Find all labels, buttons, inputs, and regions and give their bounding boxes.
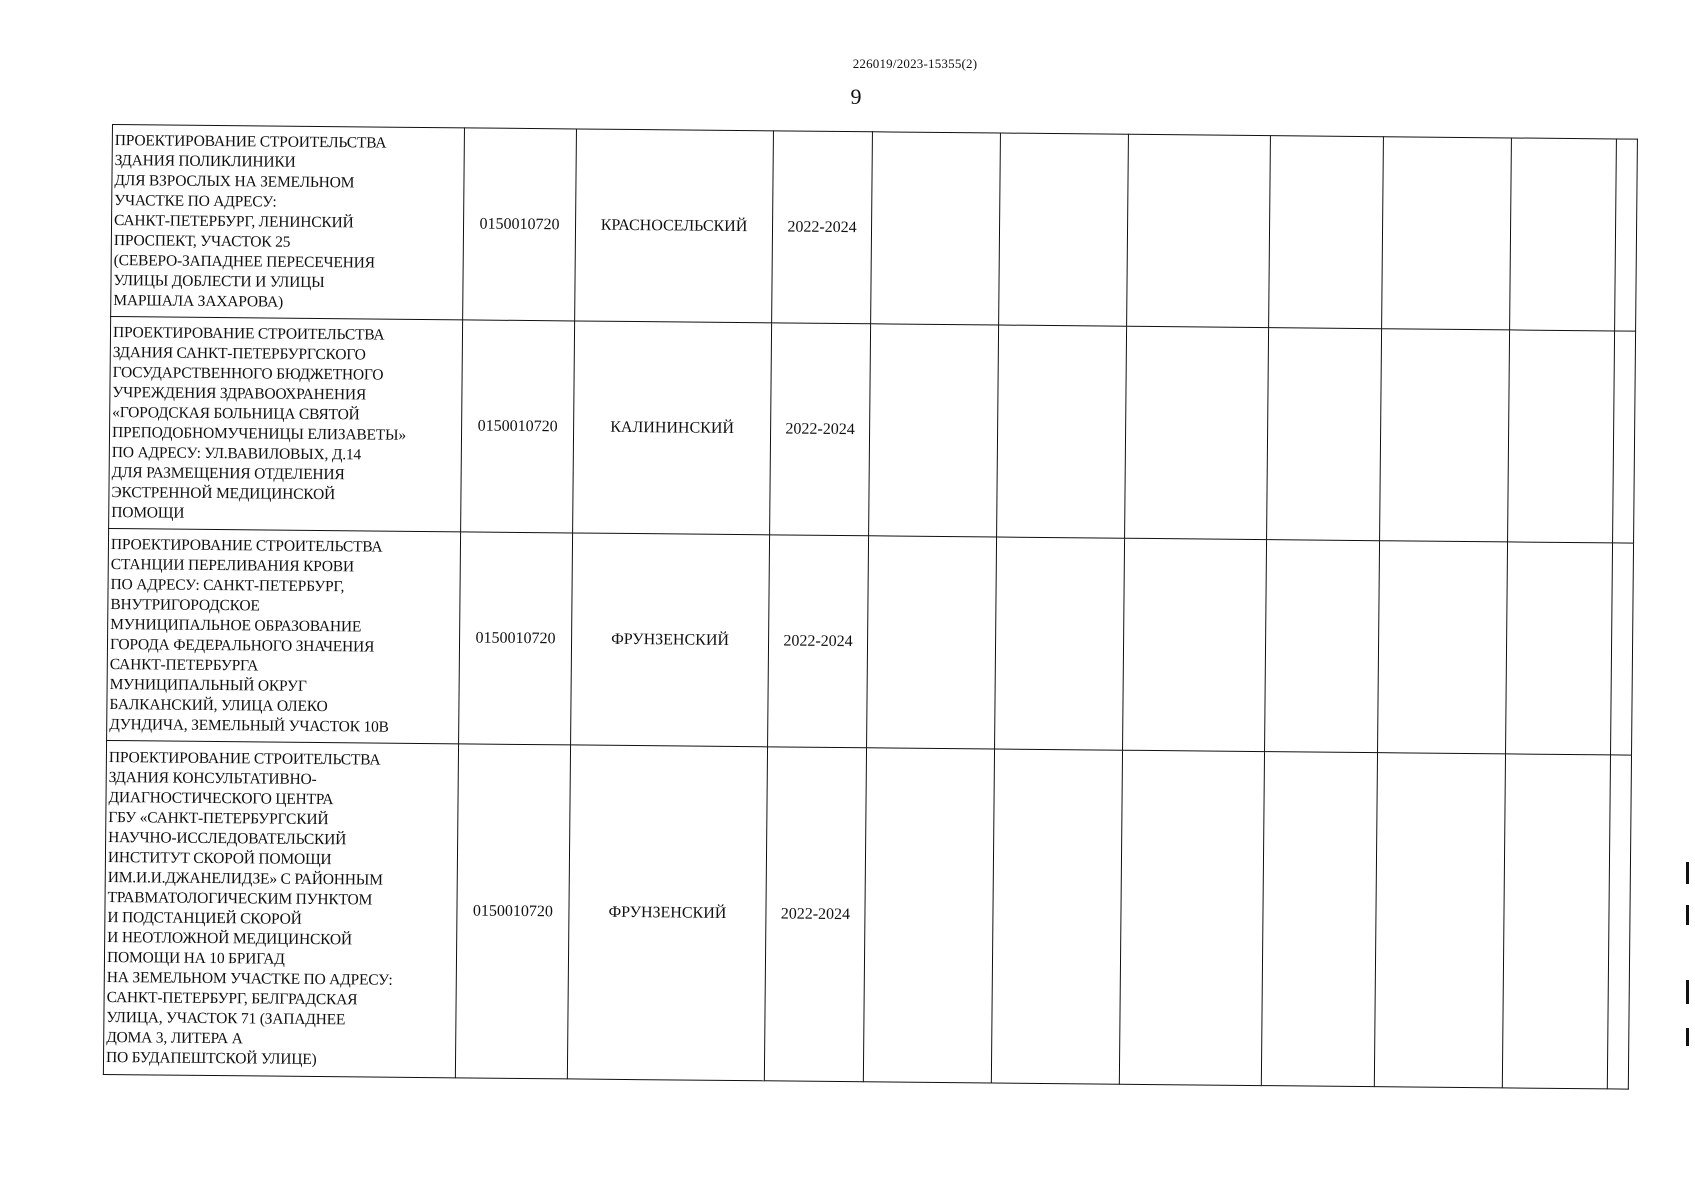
description-line: ДОМА 3, ЛИТЕРА А	[106, 1028, 243, 1047]
description-line: САНКТ-ПЕТЕРБУРГ, ЛЕНИНСКИЙ	[113, 211, 354, 231]
project-description	[109, 316, 463, 531]
empty-cell	[1508, 330, 1615, 543]
description-line: ЗДАНИЯ КОНСУЛЬТАТИВНО-	[108, 768, 317, 788]
empty-cell	[1261, 752, 1377, 1087]
district: ФРУНЗЕНСКИЙ	[571, 533, 770, 747]
empty-cell	[1119, 750, 1264, 1085]
empty-cell	[1502, 754, 1610, 1089]
empty-cell	[1127, 134, 1271, 327]
empty-cell	[869, 324, 999, 537]
document-number: 226019/2023-15355(2)	[852, 56, 978, 71]
description-line: ПРОЕКТИРОВАНИЕ СТРОИТЕЛЬСТВА	[108, 748, 381, 769]
period: 2022-2024	[768, 535, 869, 748]
empty-cell	[997, 325, 1127, 538]
empty-cell	[1125, 326, 1269, 539]
table-row	[107, 528, 1634, 755]
empty-cell	[991, 749, 1122, 1084]
table-row	[111, 125, 1638, 332]
empty-cell	[1611, 543, 1634, 755]
empty-cell	[1267, 328, 1382, 541]
description-line: ГБУ «САНКТ-ПЕТЕРБУРГСКИЙ	[108, 808, 329, 828]
empty-cell	[1123, 538, 1267, 751]
description-line: МАРШАЛА ЗАХАРОВА)	[113, 291, 284, 311]
empty-cell	[863, 748, 994, 1083]
table-body	[103, 125, 1637, 1090]
budget-code: 0150010720	[455, 744, 570, 1079]
description-line: ГОСУДАРСТВЕННОГО БЮДЖЕТНОГО	[112, 363, 384, 384]
empty-cell	[1506, 542, 1613, 755]
description-line: УЧАСТКЕ ПО АДРЕСУ:	[114, 191, 277, 211]
description-line: ВНУТРИГОРОДСКОЕ	[110, 595, 260, 614]
table-row	[103, 740, 1631, 1089]
description-line: ДИАГНОСТИЧЕСКОГО ЦЕНТРА	[108, 788, 334, 808]
description-line: УЛИЦА, УЧАСТОК 71 (ЗАПАДНЕЕ	[106, 1008, 346, 1028]
description-line: ДЛЯ ВЗРОСЛЫХ НА ЗЕМЕЛЬНОМ	[114, 171, 355, 191]
description-line: ЗДАНИЯ ПОЛИКЛИНИКИ	[114, 151, 296, 171]
project-description	[107, 528, 461, 743]
empty-cell	[867, 536, 997, 749]
description-line: НАУЧНО-ИССЛЕДОВАТЕЛЬСКИЙ	[108, 828, 347, 848]
empty-cell	[1382, 137, 1512, 330]
description-line: ПРОЕКТИРОВАНИЕ СТРОИТЕЛЬСТВА	[114, 131, 387, 152]
scan-edge-mark	[1686, 1028, 1689, 1046]
table-row	[109, 316, 1636, 543]
scan-edge-mark	[1686, 980, 1689, 1004]
description-line: ПО АДРЕСУ: САНКТ-ПЕТЕРБУРГ,	[110, 575, 345, 595]
description-line: БАЛКАНСКИЙ, УЛИЦА ОЛЕКО	[109, 695, 328, 715]
district: КРАСНОСЕЛЬСКИЙ	[575, 129, 774, 323]
projects-table	[103, 124, 1638, 1090]
description-line: ИМ.И.И.ДЖАНЕЛИДЗЕ» С РАЙОННЫМ	[107, 868, 383, 889]
empty-cell	[1615, 139, 1638, 331]
description-line: МУНИЦИПАЛЬНЫЙ ОКРУГ	[109, 675, 307, 695]
period: 2022-2024	[764, 747, 866, 1082]
description-line: ПРОЕКТИРОВАНИЕ СТРОИТЕЛЬСТВА	[112, 323, 385, 344]
budget-code: 0150010720	[459, 532, 573, 745]
empty-cell	[1378, 541, 1508, 754]
empty-cell	[1613, 331, 1636, 543]
description-line: САНКТ-ПЕТЕРБУРГ, БЕЛГРАДСКАЯ	[106, 988, 358, 1008]
description-line: (СЕВЕРО-ЗАПАДНЕЕ ПЕРЕСЕЧЕНИЯ	[113, 251, 375, 272]
description-line: УЧРЕЖДЕНИЯ ЗДРАВООХРАНЕНИЯ	[112, 383, 367, 403]
description-line: САНКТ-ПЕТЕРБУРГА	[109, 655, 259, 674]
district: КАЛИНИНСКИЙ	[573, 321, 772, 535]
description-line: И ПОДСТАНЦИЕЙ СКОРОЙ	[107, 908, 302, 928]
empty-cell	[1607, 755, 1631, 1089]
description-line: УЛИЦЫ ДОБЛЕСТИ И УЛИЦЫ	[113, 271, 325, 291]
description-line: ПОМОЩИ	[111, 503, 185, 522]
description-line: ЗДАНИЯ САНКТ-ПЕТЕРБУРГСКОГО	[112, 343, 366, 363]
empty-cell	[871, 132, 1001, 325]
budget-code: 0150010720	[463, 128, 577, 321]
description-line: ПО БУДАПЕШТСКОЙ УЛИЦЕ)	[105, 1048, 317, 1068]
period: 2022-2024	[772, 131, 873, 324]
description-line: ИНСТИТУТ СКОРОЙ ПОМОЩИ	[107, 848, 332, 868]
description-line: ПРОЕКТИРОВАНИЕ СТРОИТЕЛЬСТВА	[110, 535, 383, 556]
description-line: ДЛЯ РАЗМЕЩЕНИЯ ОТДЕЛЕНИЯ	[111, 463, 345, 483]
description-line: НА ЗЕМЕЛЬНОМ УЧАСТКЕ ПО АДРЕСУ:	[106, 968, 393, 989]
empty-cell	[995, 537, 1125, 750]
description-line: ПОМОЩИ НА 10 БРИГАД	[106, 948, 285, 968]
description-line: «ГОРОДСКАЯ БОЛЬНИЦА СВЯТОЙ	[112, 403, 360, 423]
scan-edge-mark	[1686, 862, 1689, 884]
table-container	[103, 124, 1637, 1090]
description-line: МУНИЦИПАЛЬНОЕ ОБРАЗОВАНИЕ	[110, 615, 362, 635]
empty-cell	[1374, 753, 1505, 1088]
empty-cell	[1510, 138, 1617, 331]
description-line: ТРАВМАТОЛОГИЧЕСКИМ ПУНКТОМ	[107, 888, 373, 909]
description-line: И НЕОТЛОЖНОЙ МЕДИЦИНСКОЙ	[107, 928, 353, 948]
project-description	[103, 740, 458, 1077]
page-number: 9	[850, 84, 862, 109]
description-line: ГОРОДА ФЕДЕРАЛЬНОГО ЗНАЧЕНИЯ	[109, 635, 375, 656]
empty-cell	[1269, 136, 1384, 329]
budget-code: 0150010720	[461, 320, 575, 533]
description-line: ДУНДИЧА, ЗЕМЕЛЬНЫЙ УЧАСТОК 10В	[109, 715, 389, 736]
period: 2022-2024	[770, 323, 871, 536]
description-line: ПО АДРЕСУ: УЛ.ВАВИЛОВЫХ, Д.14	[111, 443, 362, 463]
empty-cell	[999, 133, 1129, 326]
description-line: СТАНЦИИ ПЕРЕЛИВАНИЯ КРОВИ	[110, 555, 355, 575]
district: ФРУНЗЕНСКИЙ	[567, 745, 767, 1081]
scan-edge-mark	[1686, 905, 1689, 925]
description-line: ПРЕПОДОБНОМУЧЕНИЦЫ ЕЛИЗАВЕТЫ»	[111, 423, 407, 444]
description-line: ЭКСТРЕННОЙ МЕДИЦИНСКОЙ	[111, 483, 336, 503]
empty-cell	[1380, 329, 1510, 542]
empty-cell	[1265, 540, 1380, 753]
project-description	[111, 125, 465, 320]
description-line: ПРОСПЕКТ, УЧАСТОК 25	[113, 231, 291, 251]
